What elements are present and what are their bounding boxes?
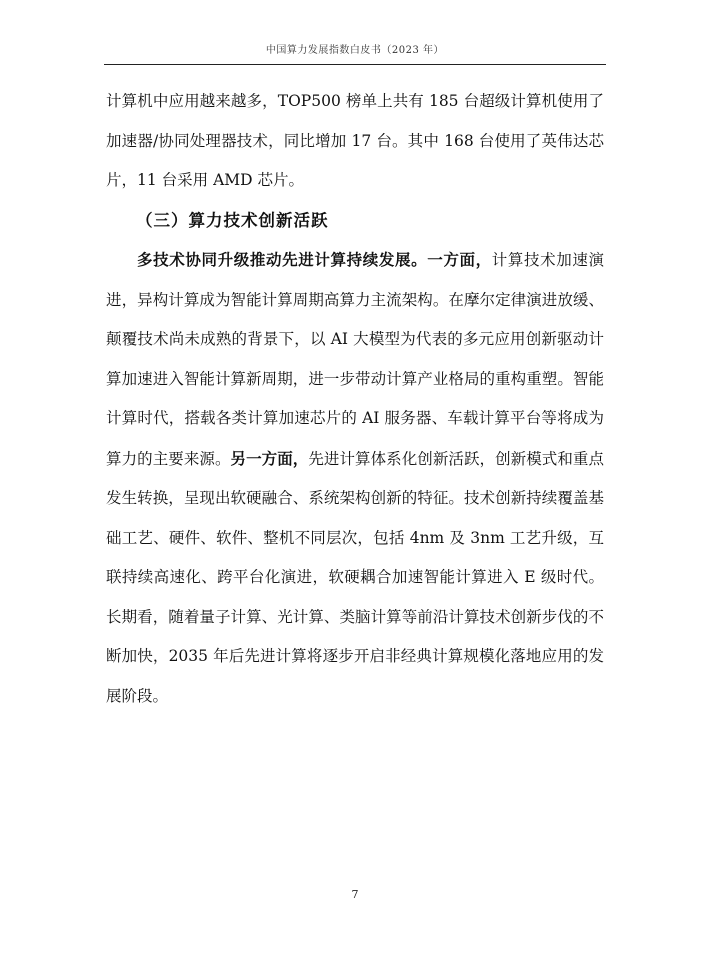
body-text [106,82,604,716]
paragraph-bold-one-side: 一方面， [427,250,492,269]
header-rule [104,64,606,65]
paragraph-text-one-side: 计算技术加速演进，异构计算成为智能计算周期高算力主流架构。在摩尔定律演进放缓、颠覆技术尚未成熟的背景下，以 AI 大模型为代表的多元应用创新驱动计算加速进入智能计算新周期，进一步带动计算产业格局的重构重塑。智能计算时代，搭载各类计算加速芯片的 AI 服务器、车载计算平台等将成为算力的主要来源。 [106,251,604,468]
running-header: 中国算力发展指数白皮书（2023 年） [265,45,445,56]
section-heading: （三）算力技术创新活跃 [136,210,329,230]
continued-paragraph: 计算机中应用越来越多，TOP500 榜单上共有 185 台超级计算机使用了加速器/协同处理器技术，同比增加 17 台。其中 168 台使用了英伟达芯片，11 台采用 AMD 芯片。 [106,92,604,189]
page-number: 7 [351,888,359,901]
paragraph-text-other-side: 先进计算体系化创新活跃，创新模式和重点发生转换，呈现出软硬融合、系统架构创新的特征。技术创新持续覆盖基础工艺、硬件、软件、整机不同层次，包括 4nm 及 3nm 工艺升级，互联持续高速化、跨平台化演进，软硬耦合加速智能计算进入 E 级时代。长期看，随着量子计算、光计算、类脑计算等前沿计算技术创新步伐的不断加快，2035 年后先进计算将逐步开启非经典计算规模化落地应用的发展阶段。 [106,449,604,705]
main-paragraph [106,240,604,716]
paragraph-lead-bold: 多技术协同升级推动先进计算持续发展。 [137,250,428,269]
paragraph-bold-other-side: 另一方面， [230,448,309,468]
